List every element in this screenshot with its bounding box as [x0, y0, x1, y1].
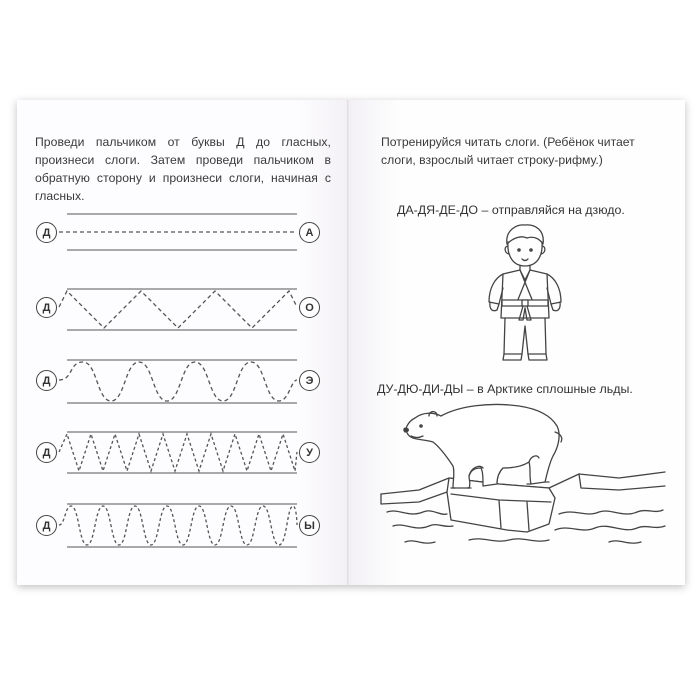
phrase-da-dya-de-do: ДА-ДЯ-ДЕ-ДО – отправляйся на дзюдо. [397, 203, 625, 217]
start-letter-row-5: Д [36, 515, 57, 536]
start-letter-row-3: Д [36, 370, 57, 391]
workbook-spread [17, 100, 685, 585]
tracing-row-2 [59, 289, 297, 330]
left-instruction: Проведи пальчиком от буквы Д до гласных, произнеси слоги. Затем проведи пальчиком в обратную сторону и произнеси слоги, начиная с гласных. [35, 135, 331, 203]
polar-bear-on-ice-illustration [379, 402, 669, 552]
tracing-row-1 [59, 214, 297, 250]
tracing-lines [17, 100, 349, 585]
start-letter-row-2: Д [36, 297, 57, 318]
tracing-row-4 [59, 432, 297, 473]
vowel-circle-row-1: А [299, 222, 320, 243]
right-page [351, 100, 685, 585]
left-page [17, 100, 349, 585]
vowel-circle-row-3: Э [299, 370, 320, 391]
start-letter-row-4: Д [36, 442, 57, 463]
tracing-row-5 [59, 504, 297, 547]
vowel-circle-row-5: Ы [299, 515, 320, 536]
tracing-row-3 [59, 360, 297, 403]
right-instruction: Потренируйся читать слоги. (Ребёнок читает слоги, взрослый читает строку-рифму.) [381, 135, 635, 167]
vowel-circle-row-2: О [299, 297, 320, 318]
boy-in-kimono-illustration [477, 222, 573, 372]
start-letter-row-1: Д [36, 222, 57, 243]
phrase-du-dyu-di-dy: ДУ-ДЮ-ДИ-ДЫ – в Арктике сплошные льды. [377, 382, 633, 396]
vowel-circle-row-4: У [299, 442, 320, 463]
